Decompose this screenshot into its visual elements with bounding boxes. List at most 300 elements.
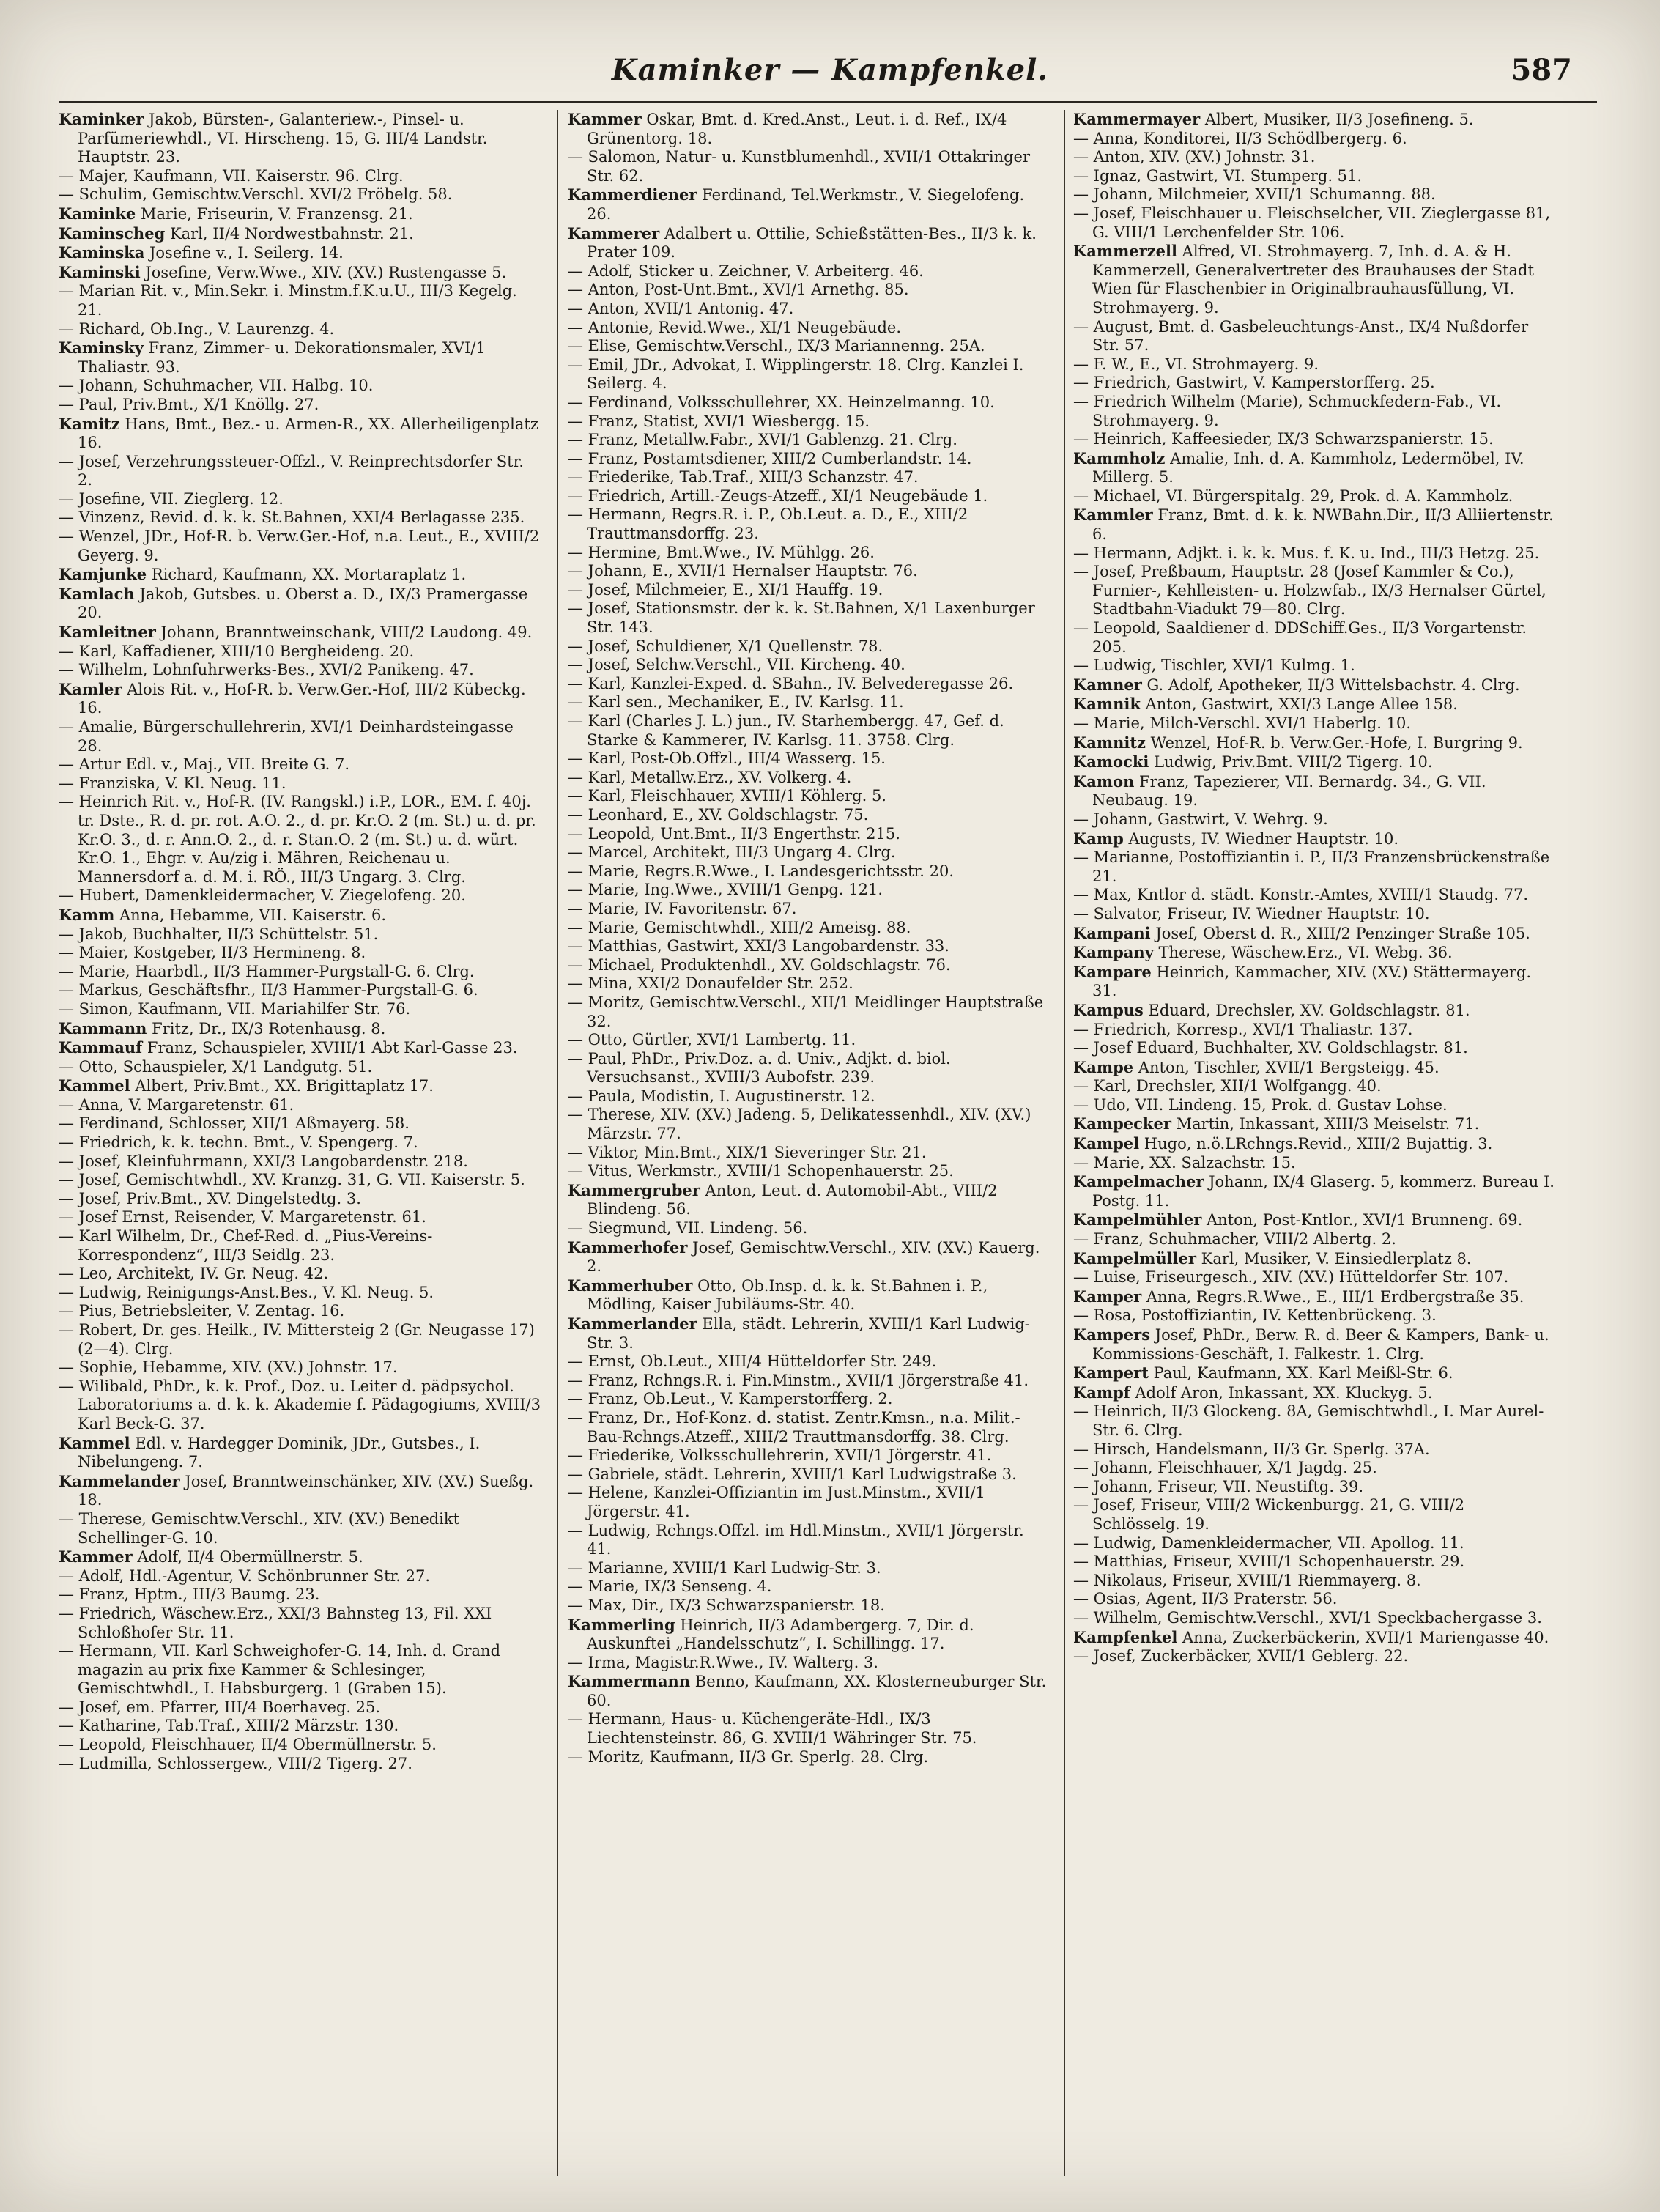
directory-entry — [568, 994, 1051, 1031]
directory-entry — [59, 1698, 542, 1717]
entry-surname: Kaminscheg — [59, 223, 166, 243]
entry-details: — Hermann, VII. Karl Schweighofer-G. 14, Inh. d. Grand magazin au prix fixe Kammer & Schlesinger, Gemischtwhdl., I. Habsburgerg. 1 (Graben 15). — [59, 1642, 501, 1698]
directory-entry — [1073, 1440, 1557, 1460]
entry-details: — Friedrich, Gastwirt, V. Kamperstorfferg. 25. — [1073, 374, 1435, 392]
entry-details: — Karl, Drechsler, XII/1 Wolfgangg. 40. — [1073, 1077, 1382, 1095]
entry-details: Ferdinand, Tel.Werkmstr., V. Siegelofeng. 26. — [587, 186, 1025, 223]
directory-entry — [568, 413, 1051, 432]
directory-entry — [59, 1321, 542, 1358]
directory-entry — [59, 925, 542, 944]
directory-entry — [59, 1586, 542, 1605]
directory-entry — [568, 1409, 1051, 1446]
entry-surname: Kampf — [1073, 1383, 1130, 1402]
entry-details: — Nikolaus, Friseur, XVIII/1 Riemmayerg. 8. — [1073, 1571, 1421, 1589]
entry-details: — Hermann, Regrs.R. i. P., Ob.Leut. a. D., E., XIII/2 Trauttmansdorffg. 23. — [568, 506, 968, 543]
directory-entry — [1073, 1478, 1557, 1497]
directory-entry — [59, 755, 542, 774]
directory-entry — [568, 806, 1051, 825]
directory-entry — [59, 1302, 542, 1321]
directory-entry — [1073, 905, 1557, 924]
directory-entry — [1073, 1114, 1557, 1134]
directory-entry — [1073, 355, 1557, 374]
directory-entry — [59, 963, 542, 982]
directory-entry — [568, 1238, 1051, 1276]
directory-entry — [59, 528, 542, 565]
entry-surname: Kampare — [1073, 962, 1152, 981]
directory-entry — [59, 1358, 542, 1377]
entry-details: Marie, Friseurin, V. Franzensg. 21. — [140, 204, 413, 223]
entry-details: — Karl Wilhelm, Dr., Chef-Red. d. „Pius-Vereins-Korrespondenz“, III/3 Seidlg. 23. — [59, 1227, 433, 1264]
entry-details: — Wilhelm, Lohnfuhrwerks-Bes., XVI/2 Panikeng. 47. — [59, 661, 474, 679]
directory-entry — [1073, 185, 1557, 204]
entry-details: — Otto, Schauspieler, X/1 Landgutg. 51. — [59, 1057, 373, 1076]
directory-entry — [1073, 1001, 1557, 1021]
directory-entry — [1073, 714, 1557, 733]
entry-details: — Franz, Dr., Hof-Konz. d. statist. Zentr.Kmsn., n.a. Milit.-Bau-Rchngs.Atzeff., XIII/2 Trauttmansdorffg. 38. Clrg. — [568, 1408, 1020, 1446]
entry-surname: Kammerer — [568, 223, 660, 243]
directory-entry — [1073, 1364, 1557, 1383]
entry-details: — Karl (Charles J. L.) jun., IV. Starhembergg. 47, Gef. d. Starke & Kammerer, IV. Karlsg. 11. 3758. Clrg. — [568, 712, 1004, 749]
entry-details: Josef, PhDr., Berw. R. d. Beer & Kampers, Bank- u. Kommissions-Geschäft, I. Falkestr. 1. Clrg. — [1092, 1326, 1549, 1363]
entry-details: — Michael, Produktenhdl., XV. Goldschlagstr. 76. — [568, 955, 951, 974]
entry-details: — Josef, Fleischhauer u. Fleischselcher, VII. Zieglergasse 81, G. VIII/1 Lerchenfelder Str. 106. — [1073, 204, 1551, 241]
entry-details: Benno, Kaufmann, XX. Klosterneuburger Str. 60. — [587, 1673, 1047, 1709]
entry-details: — Katharine, Tab.Traf., XIII/2 Märzstr. 130. — [59, 1717, 399, 1735]
entry-details: — Hermann, Adjkt. i. k. k. Mus. f. K. u. Ind., III/3 Hetzg. 25. — [1073, 544, 1540, 562]
directory-entry — [1073, 1402, 1557, 1440]
directory-entry — [59, 396, 542, 415]
directory-entry — [1073, 695, 1557, 714]
entry-details: — Franz, Hptm., III/3 Baumg. 23. — [59, 1586, 320, 1604]
entry-details: — Therese, XIV. (XV.) Jadeng. 5, Delikatessenhdl., XIV. (XV.) Märzstr. 77. — [568, 1106, 1031, 1143]
entry-details: — Adolf, Sticker u. Zeichner, V. Arbeiterg. 46. — [568, 262, 924, 280]
entry-details: Heinrich, Kammacher, XIV. (XV.) Stättermayerg. 31. — [1092, 963, 1532, 1000]
entry-surname: Kammholz — [1073, 448, 1166, 467]
directory-entry — [59, 339, 542, 377]
entry-details: Johann, IX/4 Glaserg. 5, kommerz. Bureau I. Postg. 11. — [1092, 1173, 1555, 1210]
entry-surname: Kaminker — [59, 110, 144, 128]
entry-details: — Heinrich Rit. v., Hof-R. (IV. Rangskl.) i.P., LOR., EM. f. 40j. tr. Dste., R. d. pr. rot. A.O. 2., d. pr. Kr.O. 2 (m. St.) u. d. pr. Kr.O. 3., d. r. Ann.O. 2., d. r. Stan.O. 2 (m. St.) u. d. würt. Kr.O. 1., Ehgr. v. Au/zig i. Mähren, Reichenau u. Mannersdorf a. d. M. i. RÖ., III/3 Ungarg. 3. Clrg. — [59, 793, 536, 886]
entry-details: — Franz, Rchngs.R. i. Fin.Minstm., XVII/1 Jörgerstraße 41. — [568, 1371, 1029, 1389]
directory-entry — [1073, 752, 1557, 772]
directory-entry — [568, 1465, 1051, 1484]
entry-details: Franz, Bmt. d. k. k. NWBahn.Dir., II/3 Alliiertenstr. 6. — [1092, 506, 1554, 544]
entry-details: — Hermine, Bmt.Wwe., IV. Mühlgg. 26. — [568, 543, 875, 561]
directory-entry — [568, 599, 1051, 637]
directory-entry — [59, 1096, 542, 1115]
entry-details: — Udo, VII. Lindeng. 15, Prok. d. Gustav Lohse. — [1073, 1095, 1448, 1114]
directory-entry — [568, 843, 1051, 862]
directory-entry — [1073, 1306, 1557, 1325]
entry-details: Anna, Zuckerbäckerin, XVII/1 Mariengasse 40. — [1182, 1628, 1549, 1646]
entry-details: Augusts, IV. Wiedner Hauptstr. 10. — [1128, 829, 1398, 848]
entry-details: Josefine, Verw.Wwe., XIV. (XV.) Rustengasse 5. — [145, 263, 507, 281]
entry-details: — Franz, Schuhmacher, VIII/2 Albertg. 2. — [1073, 1230, 1396, 1249]
entry-details: Anna, Hebamme, VII. Kaiserstr. 6. — [119, 906, 387, 924]
entry-details: — Gabriele, städt. Lehrerin, XVIII/1 Karl Ludwigstraße 3. — [568, 1465, 1017, 1483]
directory-entry — [568, 110, 1051, 148]
directory-entry — [568, 1353, 1051, 1372]
directory-entry — [59, 508, 542, 528]
entry-details: — Marie, Regrs.R.Wwe., I. Landesgerichtsstr. 20. — [568, 862, 955, 880]
directory-entry — [568, 956, 1051, 975]
directory-entry — [1073, 829, 1557, 849]
directory-entry — [568, 675, 1051, 694]
entry-details: — Ferdinand, Volksschullehrer, XX. Heinzelmanng. 10. — [568, 393, 995, 411]
directory-entry — [59, 377, 542, 396]
directory-entry — [59, 1736, 542, 1755]
entry-details: — Anna, V. Margaretenstr. 61. — [59, 1095, 294, 1114]
directory-entry — [59, 320, 542, 339]
directory-entry — [568, 262, 1051, 281]
entry-details: — Vinzenz, Revid. d. k. k. St.Bahnen, XXI/4 Berlagasse 235. — [59, 508, 525, 527]
entry-details: — Osias, Agent, II/3 Praterstr. 56. — [1073, 1590, 1338, 1608]
entry-details: Ella, städt. Lehrerin, XVIII/1 Karl Ludwig-Str. 3. — [587, 1315, 1030, 1352]
directory-entry — [1073, 1534, 1557, 1553]
entry-details: — Franz, Ob.Leut., V. Kamperstorfferg. 2. — [568, 1390, 893, 1408]
directory-entry — [568, 712, 1051, 750]
directory-entry — [568, 468, 1051, 487]
column-1 — [59, 110, 542, 2176]
entry-surname: Kammerdiener — [568, 185, 697, 204]
entry-details: Paul, Kaufmann, XX. Karl Meißl-Str. 6. — [1153, 1364, 1453, 1383]
entry-details: — Antonie, Revid.Wwe., XI/1 Neugebäude. — [568, 318, 902, 336]
directory-entry — [568, 919, 1051, 938]
directory-entry — [1073, 1590, 1557, 1609]
entry-details: — Anton, XIV. (XV.) Johnstr. 31. — [1073, 148, 1316, 166]
directory-entry — [1073, 924, 1557, 944]
entry-details: G. Adolf, Apotheker, II/3 Wittelsbachstr. 4. Clrg. — [1146, 676, 1520, 694]
entry-details: — Elise, Gemischtw.Verschl., IX/3 Mariannenng. 25A. — [568, 337, 985, 355]
directory-entry — [568, 224, 1051, 262]
page-number: 587 — [1511, 53, 1572, 87]
directory-entry — [59, 453, 542, 490]
directory-entry — [568, 787, 1051, 806]
directory-entry — [1073, 1230, 1557, 1249]
directory-entry — [59, 643, 542, 662]
directory-entry — [59, 718, 542, 755]
directory-entry — [1073, 148, 1557, 167]
directory-entry — [568, 1672, 1051, 1710]
directory-entry — [568, 1087, 1051, 1106]
entry-surname: Kamp — [1073, 829, 1124, 848]
directory-entry — [1073, 1268, 1557, 1287]
directory-entry — [59, 887, 542, 906]
entry-details: — Heinrich, Kaffeesieder, IX/3 Schwarzspanierstr. 15. — [1073, 430, 1494, 448]
directory-entry — [1073, 656, 1557, 676]
entry-details: — Marie, Ing.Wwe., XVIII/1 Genpg. 121. — [568, 881, 883, 899]
entry-details: Josef, Branntweinschänker, XIV. (XV.) Sueßg. 18. — [78, 1472, 534, 1509]
directory-entry — [1073, 619, 1557, 656]
directory-entry — [1073, 810, 1557, 829]
directory-entry — [568, 750, 1051, 769]
entry-surname: Kampus — [1073, 1000, 1144, 1019]
entry-surname: Kammerhofer — [568, 1238, 688, 1257]
entry-details: — Jakob, Buchhalter, II/3 Schüttelstr. 51. — [59, 925, 379, 943]
directory-entry — [1073, 1077, 1557, 1096]
directory-entry — [568, 900, 1051, 919]
directory-entry — [59, 1190, 542, 1209]
entry-details: — Anna, Konditorei, II/3 Schödlbergerg. 6. — [1073, 129, 1407, 147]
entry-details: — Moritz, Kaufmann, II/3 Gr. Sperlg. 28. Clrg. — [568, 1747, 929, 1766]
directory-entry — [59, 1284, 542, 1303]
entry-details: Josef, Gemischtw.Verschl., XIV. (XV.) Kauerg. 2. — [587, 1238, 1040, 1276]
entry-surname: Kammerzell — [1073, 242, 1177, 261]
directory-entry — [59, 1114, 542, 1133]
entry-details: — Marie, Gemischtwhdl., XIII/2 Ameisg. 88. — [568, 918, 911, 936]
directory-entry — [568, 1106, 1051, 1143]
entry-details: — Marianne, Postoffiziantin i. P., II/3 Franzensbrückenstraße 21. — [1073, 848, 1550, 885]
entry-details: Alfred, VI. Strohmayerg. 7, Inh. d. A. & H. Kammerzell, Generalvertreter des Brauhauses der Stadt Wien für Flaschenbier in Originalbrauhausfüllung, VI. Strohmayerg. 9. — [1092, 243, 1534, 317]
entry-details: — Franz, Postamtsdiener, XIII/2 Cumberlandstr. 14. — [568, 449, 972, 467]
entry-details: — Johann, Schuhmacher, VII. Halbg. 10. — [59, 377, 374, 395]
entry-details: — Karl, Post-Ob.Offzl., III/4 Wasserg. 15. — [568, 750, 886, 768]
entry-surname: Kamjunke — [59, 565, 147, 584]
entry-details: — Josef, Kleinfuhrmann, XXI/3 Langobardenstr. 218. — [59, 1152, 468, 1170]
entry-surname: Kamleitner — [59, 623, 156, 642]
directory-entry — [59, 263, 542, 283]
entry-details: — Josef, Selchw.Verschl., VII. Kircheng. 40. — [568, 656, 905, 674]
entry-details: — Luise, Friseurgesch., XIV. (XV.) Hütteldorfer Str. 107. — [1073, 1268, 1509, 1287]
entry-surname: Kammauf — [59, 1038, 143, 1057]
entry-details: — Friedrich Wilhelm (Marie), Schmuckfedern-Fab., VI. Strohmayerg. 9. — [1073, 392, 1502, 429]
directory-entry — [1073, 1210, 1557, 1230]
directory-entry — [568, 319, 1051, 338]
directory-entry — [59, 1605, 542, 1642]
entry-details: — Franz, Statist, XVI/1 Wiesbergg. 15. — [568, 412, 870, 430]
directory-entry — [568, 1597, 1051, 1616]
entry-details: — Richard, Ob.Ing., V. Laurenzg. 4. — [59, 319, 335, 338]
directory-entry — [568, 1144, 1051, 1163]
entry-details: — Heinrich, II/3 Glockeng. 8A, Gemischtwhdl., I. Mar Aurel-Str. 6. Clrg. — [1073, 1402, 1544, 1439]
entry-details: — Leopold, Saaldiener d. DDSchiff.Ges., II/3 Vorgartenstr. 205. — [1073, 619, 1527, 656]
directory-entry — [568, 862, 1051, 881]
directory-entry — [1073, 487, 1557, 506]
entry-details: Martin, Inkassant, XIII/3 Meiselstr. 71. — [1176, 1115, 1480, 1133]
entry-surname: Kamner — [1073, 675, 1142, 694]
directory-entry — [59, 1547, 542, 1567]
entry-details: — Josef, em. Pfarrer, III/4 Boerhaveg. 25. — [59, 1698, 381, 1716]
entry-details: — Robert, Dr. ges. Heilk., IV. Mittersteig 2 (Gr. Neugasse 17) (2—4). Clrg. — [59, 1321, 535, 1358]
entry-surname: Kamitz — [59, 414, 120, 433]
directory-entry — [1073, 130, 1557, 149]
entry-details: — Siegmund, VII. Lindeng. 56. — [568, 1219, 808, 1238]
directory-entry — [1073, 1134, 1557, 1154]
entry-details: — Wenzel, JDr., Hof-R. b. Verw.Ger.-Hof, n.a. Leut., E., XVIII/2 Geyerg. 9. — [59, 528, 540, 564]
entry-details: — Karl, Metallw.Erz., XV. Volkerg. 4. — [568, 768, 852, 786]
directory-entry — [1073, 1249, 1557, 1269]
directory-entry — [568, 1276, 1051, 1314]
directory-entry — [59, 1171, 542, 1190]
directory-entry — [1073, 204, 1557, 242]
directory-entry — [1073, 676, 1557, 695]
entry-details: — Salomon, Natur- u. Kunstblumenhdl., XVII/1 Ottakringer Str. 62. — [568, 148, 1031, 185]
directory-entry — [59, 1000, 542, 1019]
directory-entry — [1073, 449, 1557, 487]
directory-entry — [59, 415, 542, 453]
entry-details: — Karl sen., Mechaniker, E., IV. Karlsg. 11. — [568, 693, 904, 711]
entry-surname: Kamocki — [1073, 752, 1149, 772]
entry-details: — Friedrich, Artill.-Zeugs-Atzeff., XI/1 Neugebäude 1. — [568, 487, 988, 505]
directory-entry — [59, 1567, 542, 1586]
entry-details: Edl. v. Hardegger Dominik, JDr., Gutsbes., I. Nibelungeng. 7. — [78, 1434, 481, 1471]
directory-entry — [1073, 1325, 1557, 1364]
entry-details: — Vitus, Werkmstr., XVIII/1 Schopenhauerstr. 25. — [568, 1162, 954, 1180]
entry-details: — Johann, Milchmeier, XVII/1 Schumanng. 88. — [1073, 185, 1436, 204]
directory-entry — [1073, 430, 1557, 449]
entry-details: — Schulim, Gemischtw.Verschl. XVI/2 Fröbelg. 58. — [59, 185, 453, 204]
entry-details: — Moritz, Gemischtw.Verschl., XII/1 Meidlinger Hauptstraße 32. — [568, 993, 1044, 1030]
directory-entry — [59, 981, 542, 1000]
entry-surname: Kamon — [1073, 772, 1135, 791]
entry-surname: Kampany — [1073, 943, 1154, 962]
column-2 — [568, 110, 1051, 2176]
entry-details: — Marcel, Architekt, III/3 Ungarg 4. Clrg. — [568, 843, 896, 862]
entry-surname: Kampe — [1073, 1057, 1134, 1076]
directory-entry — [1073, 1287, 1557, 1307]
entry-details: — Josefine, VII. Zieglerg. 12. — [59, 489, 284, 508]
entry-details: — Leo, Architekt, IV. Gr. Neug. 42. — [59, 1265, 329, 1283]
entry-details: — Matthias, Friseur, XVIII/1 Schopenhauerstr. 29. — [1073, 1553, 1465, 1571]
directory-entry — [1073, 374, 1557, 393]
directory-entry — [568, 637, 1051, 656]
entry-details: — Josef Eduard, Buchhalter, XV. Goldschlagstr. 81. — [1073, 1039, 1468, 1057]
entry-details: — Irma, Magistr.R.Wwe., IV. Walterg. 3. — [568, 1653, 878, 1671]
directory-entry — [59, 774, 542, 794]
entry-details: — Marianne, XVIII/1 Karl Ludwig-Str. 3. — [568, 1558, 881, 1577]
entry-details: — Josef Ernst, Reisender, V. Margaretenstr. 61. — [59, 1208, 426, 1227]
entry-surname: Kampert — [1073, 1364, 1149, 1383]
directory-entry — [1073, 563, 1557, 619]
entry-surname: Kampelmühler — [1073, 1210, 1202, 1229]
entry-surname: Kammann — [59, 1018, 147, 1037]
directory-entry — [568, 1390, 1051, 1409]
entry-details: Josef, Oberst d. R., XIII/2 Penzinger Straße 105. — [1155, 924, 1530, 942]
directory-entry — [568, 1616, 1051, 1654]
entry-details: — Helene, Kanzlei-Offiziantin im Just.Minstm., XVII/1 Jörgerstr. 41. — [568, 1484, 985, 1520]
directory-entry — [1073, 943, 1557, 963]
entry-details: — Josef, Verzehrungssteuer-Offzl., V. Reinprechtsdorfer Str. 2. — [59, 452, 525, 489]
entry-details: Anton, Gastwirt, XXI/3 Lange Allee 158. — [1145, 695, 1458, 714]
directory-entry — [568, 1446, 1051, 1465]
directory-entry — [1073, 167, 1557, 186]
directory-entry — [568, 1748, 1051, 1767]
entry-details: — Marian Rit. v., Min.Sekr. i. Minstm.f.K.u.U., III/3 Kegelg. 21. — [59, 282, 517, 319]
directory-entry — [59, 185, 542, 204]
directory-entry — [59, 204, 542, 224]
directory-entry — [1073, 733, 1557, 753]
entry-surname: Kamper — [1073, 1287, 1142, 1306]
entry-details: Franz, Schauspieler, XVIII/1 Abt Karl-Gasse 23. — [147, 1039, 518, 1057]
directory-entry — [568, 1577, 1051, 1597]
directory-entry — [1073, 110, 1557, 130]
directory-entry — [1073, 1058, 1557, 1078]
entry-details: Josefine v., I. Seilerg. 14. — [149, 244, 344, 262]
entry-details: — Ludwig, Tischler, XVI/1 Kulmg. 1. — [1073, 656, 1355, 675]
entry-details: Ludwig, Priv.Bmt. VIII/2 Tigerg. 10. — [1154, 753, 1433, 772]
directory-entry — [568, 281, 1051, 300]
entry-surname: Kammerling — [568, 1615, 675, 1634]
directory-entry — [568, 1559, 1051, 1578]
directory-entry — [568, 581, 1051, 600]
entry-surname: Kammermayer — [1073, 110, 1201, 128]
directory-entry — [59, 1153, 542, 1172]
column-divider — [557, 110, 558, 2176]
directory-entry — [568, 487, 1051, 506]
directory-entry — [1073, 506, 1557, 544]
directory-entry — [59, 490, 542, 509]
entry-surname: Kammergruber — [568, 1180, 700, 1199]
entry-details: Jakob, Bürsten-, Galanteriew.-, Pinsel- u. Parfümeriewhdl., VI. Hirscheng. 15, G. III/4 Landstr. Hauptstr. 23. — [78, 111, 488, 166]
entry-details: — Sophie, Hebamme, XIV. (XV.) Johnstr. 17. — [59, 1358, 398, 1377]
directory-entry — [59, 1076, 542, 1096]
directory-entry — [568, 544, 1051, 563]
entry-details: — August, Bmt. d. Gasbeleuchtungs-Anst., IX/4 Nußdorfer Str. 57. — [1073, 317, 1529, 355]
entry-details: — Paul, Priv.Bmt., X/1 Knöllg. 27. — [59, 395, 319, 413]
directory-entry — [59, 1133, 542, 1153]
entry-details: — Leopold, Fleischhauer, II/4 Obermüllnerstr. 5. — [59, 1736, 437, 1754]
entry-details: — Karl, Kaffadiener, XIII/10 Bergheideng. 20. — [59, 642, 415, 660]
entry-surname: Kammer — [59, 1547, 133, 1566]
directory-entry — [1073, 1383, 1557, 1403]
entry-surname: Kammermann — [568, 1672, 691, 1691]
entry-details: — Karl, Kanzlei-Exped. d. SBahn., IV. Belvederegasse 26. — [568, 674, 1014, 692]
entry-details: — Johann, E., XVII/1 Hernalser Hauptstr. 76. — [568, 562, 918, 580]
entry-details: Fritz, Dr., IX/3 Rotenhausg. 8. — [152, 1019, 386, 1037]
entry-details: Eduard, Drechsler, XV. Goldschlagstr. 81. — [1148, 1001, 1470, 1019]
directory-entry — [59, 1510, 542, 1547]
entry-details: — Maier, Kostgeber, II/3 Hermineng. 8. — [59, 944, 366, 962]
entry-surname: Kammer — [568, 110, 642, 128]
entry-surname: Kampelmacher — [1073, 1172, 1204, 1191]
directory-entry — [1073, 1553, 1557, 1572]
entry-details: — Friedrich, Wäschew.Erz., XXI/3 Bahnsteg 13, Fil. XXI Schloßhofer Str. 11. — [59, 1604, 492, 1641]
entry-details: Hugo, n.ö.LRchngs.Revid., XIII/2 Bujattig. 3. — [1144, 1135, 1493, 1153]
entry-details: — Johann, Fleischhauer, X/1 Jagdg. 25. — [1073, 1459, 1377, 1477]
entry-details: Wenzel, Hof-R. b. Verw.Ger.-Hofe, I. Burgring 9. — [1150, 733, 1523, 752]
directory-entry — [1073, 848, 1557, 886]
entry-details: — Ludwig, Reinigungs-Anst.Bes., V. Kl. Neug. 5. — [59, 1283, 434, 1301]
directory-entry — [568, 393, 1051, 413]
directory-entry — [568, 1031, 1051, 1050]
entry-surname: Kammerlander — [568, 1314, 697, 1333]
directory-entry — [59, 243, 542, 263]
directory-entry — [568, 562, 1051, 581]
directory-entry — [59, 1717, 542, 1736]
directory-entry — [59, 1227, 542, 1265]
entry-surname: Kamnik — [1073, 695, 1141, 714]
entry-details: — Amalie, Bürgerschullehrerin, XVI/1 Deinhardsteingasse 28. — [59, 718, 514, 755]
directory-entry — [59, 224, 542, 244]
directory-entry — [59, 944, 542, 963]
directory-entry — [1073, 1609, 1557, 1628]
directory-entry — [1073, 772, 1557, 810]
directory-entry — [1073, 1154, 1557, 1173]
entry-surname: Kaminska — [59, 243, 145, 262]
entry-details: — Simon, Kaufmann, VII. Mariahilfer Str. 76. — [59, 999, 411, 1018]
entry-details: — Johann, Gastwirt, V. Wehrg. 9. — [1073, 810, 1328, 828]
entry-surname: Kampfenkel — [1073, 1627, 1178, 1646]
entry-details: — Marie, Milch-Verschl. XVI/1 Haberlg. 10. — [1073, 714, 1412, 732]
entry-details: — Friedrich, Korresp., XVI/1 Thaliastr. 137. — [1073, 1020, 1413, 1038]
entry-details: — Friederike, Tab.Traf., XIII/3 Schanzstr. 47. — [568, 468, 919, 487]
entry-details: Albert, Priv.Bmt., XX. Brigittaplatz 17. — [135, 1077, 434, 1095]
entry-details: — Mina, XXI/2 Donaufelder Str. 252. — [568, 974, 853, 993]
entry-surname: Kampani — [1073, 923, 1151, 942]
directory-entry — [568, 974, 1051, 994]
directory-entry — [1073, 393, 1557, 430]
entry-details: — F. W., E., VI. Strohmayerg. 9. — [1073, 355, 1319, 373]
